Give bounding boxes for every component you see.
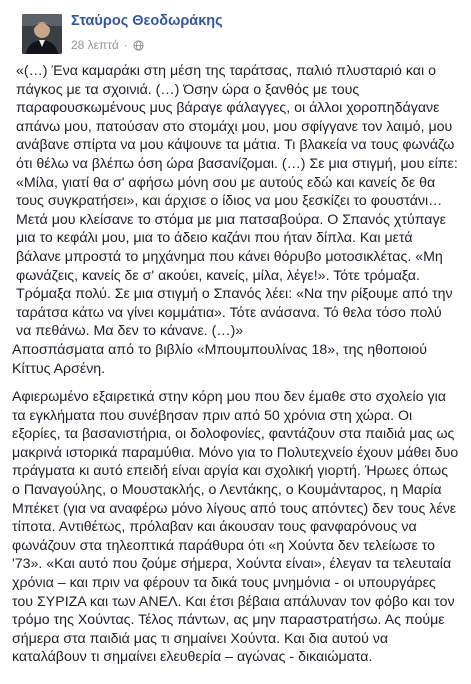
- author-name-link[interactable]: Σταύρος Θεοδωράκης: [71, 13, 223, 29]
- post-timestamp[interactable]: 28 λεπτά: [71, 38, 119, 52]
- avatar[interactable]: [22, 14, 62, 54]
- globe-icon[interactable]: [133, 40, 144, 51]
- post-meta: [71, 38, 144, 52]
- post-paragraph-quote: «(…) Ένα καμαράκι στη μέση της ταράτσας, παλιό πλυσταριό και ο πάγκος με τα σχοινιά. (…) Όσην ώρα ο ξανθός με τους παραφουσκωμένους μυς βάραγε φάλαγγες, οι άλλοι χοροπηδάγανε απάνω μου, πατούσαν στο στομάχι μου, μου σφίγγανε τον λαιμό, μου ανάβανε σπίρτα να μου κάψουνε τα μάτια. Τι βλακεία να τους φωνάζω ότι θέλω να βλέπω όση ώρα βασανίζομαι. (…) Σε μια στιγμή, μου είπε: «Μίλα, γιατί θα σ' αφήσω μόνη σου με αυτούς εδώ και κανείς δε θα τους συγκρατήσει», και άρχισε ο ίδιος να μου ξεσκίζει το φουστάνι… Μετά μου κλείσανε το στόμα με μια πατσαβούρα. Ο Σπανός χτύπαγε μια το κεφάλι μου, μια το άδειο καζάνι που ήταν δίπλα. Και μετά βάλανε μπροστά το μηχάνημα που κάνει θόρυβο μοτοσικλέτας. «Μη φωνάζεις, κανείς δε σ' ακούει, κανείς, μίλα, λέγε!». Τότε τρόμαξα. Τρόμαξα πολύ. Σε μια στιγμή ο Σπανός λέει: «Να την ρίξουμε από την ταράτσα κάτω να γίνει κομμάτια». Τότε ανάσανα. Τό θελα τόσο πολύ να πεθάνω. Μα δεν το κάνανε. (…)»: [16, 63, 458, 340]
- post-header: [10, 0, 461, 62]
- profile-photo: [22, 14, 62, 54]
- meta-separator: ·: [123, 38, 128, 52]
- post-paragraph-source: Αποσπάσματα από το βιβλίο «Μπουμπουλίνας 18», της ηθοποιού Κίττυς Αρσένη.: [12, 341, 428, 377]
- post-body: [10, 62, 461, 667]
- post-paragraph-dedication: Αφιερωμένο εξαιρετικά στην κόρη μου που δεν έμαθε στο σχολείο για τα εγκλήματα που συνέβησαν πριν από 50 χρόνια στη χώρα. Οι εξορίες, τα βασανιστήρια, οι δολοφονίες, φαντάζουν στα παιδιά μας ως μακρινά ιστορικά παραμύθια. Μόνο για το Πολυτεχνείο έχουν μάθει δυο πράγματα κι αυτό επειδή είναι αργία και σχολική γιορτή. Ήρωες όπως ο Παναγούλης, ο Μουστακλής, ο Λεντάκης, ο Κουμάνταρος, η Μαρία Μπέκετ (για να αναφέρω μόνο λίγους από τους απόντες) δεν τους λένε τίποτα. Αντιθέτως, πρόλαβαν και άκουσαν τους φανφαρόνους να φωνάζουν στα τηλεοπτικά παράθυρα ότι «η Χούντα δεν τελείωσε το '73». «Και αυτό που ζούμε σήμερα, Χούντα είναι», έλεγαν τα τελευταία χρόνια – και πριν να φέρουν τα δικά τους μνημόνια - οι υπουργάρες του ΣΥΡΙΖΑ και των ΑΝΕΛ. Και έτσι βέβαια απάλυναν τον φόβο και τον τρόμο της Χούντας. Τέλος πάντων, ας μην παραστρατήσω. Ας πούμε σήμερα στα παιδιά μας τι σημαίνει Χούντα. Και δια αυτού να καταλάβουν τι σημαίνει ελευθερία – αγώνας - δικαιώματα.: [12, 389, 459, 666]
